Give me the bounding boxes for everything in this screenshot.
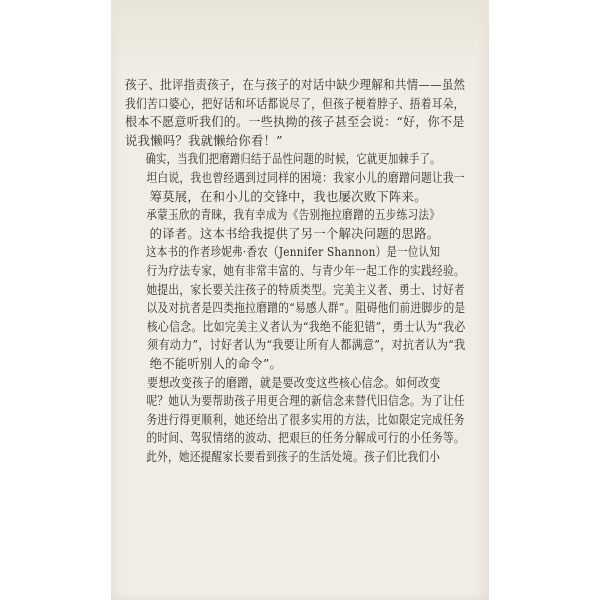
text-line: 行为疗法专家，她有非常丰富的、与青少年一起工作的实践经验。	[146, 263, 465, 278]
text-line: 以及对抗者是四类拖拉磨蹭的“易感人群”。阻碍他们前进脚步的是	[146, 301, 466, 316]
text-line: 说我懒吗？我就懒给你看！”	[125, 133, 283, 148]
text-line: 务进行得更顺利，她还给出了很多实用的方法，比如限定完成任务	[146, 412, 465, 427]
text-line: 她提出，家长要关注孩子的特质类型。完美主义者、勇士、讨好者	[146, 282, 465, 297]
text-line: 呢？她认为要帮助孩子用更合理的新信念来替代旧信念。为了让任	[146, 394, 465, 409]
text-line: 根本不愿意听我们的。一些执拗的孩子甚至会说：“好，你不是	[125, 115, 465, 130]
text-line: 筹莫展，在和小儿的交锋中，我也屡次败下阵来。	[149, 189, 427, 204]
text-line: 这本书的作者珍妮弗·香农（Jennifer Shannon）是一位认知	[146, 245, 441, 260]
text-line: 承蒙玉欣的青睐，我有幸成为《告别拖拉磨蹭的五步练习法》	[146, 208, 441, 223]
paragraph	[125, 76, 465, 150]
paragraph	[125, 448, 465, 467]
text-line: 的译者。这本书给我提供了另一个解决问题的思路。	[149, 226, 440, 241]
text-line: 坦白说，我也曾经遇到过同样的困境：我家小儿的磨蹭问题让我一	[146, 170, 465, 185]
text-line: 核心信念。比如完美主义者认为“我绝不能犯错”，勇士认为“我必	[146, 319, 466, 334]
body-text	[125, 76, 465, 466]
book-page	[111, 0, 489, 600]
paragraph	[125, 243, 465, 373]
text-line: 绝不能听别人的命令”。	[149, 356, 283, 371]
text-line: 须有动力”，讨好者认为“我要让所有人都满意”，对抗者认为“我	[147, 338, 466, 353]
text-line: 孩子、批评指责孩子，在与孩子的对话中缺少理解和共情——虽然	[125, 78, 466, 92]
paragraph	[125, 206, 465, 243]
text-line: 此外，她还提醒家长要看到孩子的生活处境。孩子们比我们小	[146, 449, 441, 464]
text-line: 的时间、驾驭情绪的波动、把艰巨的任务分解成可行的小任务等。	[146, 431, 465, 446]
paragraph	[125, 150, 465, 206]
paragraph	[125, 374, 465, 448]
text-line: 确实，当我们把磨蹭归结于品性问题的时候，它就更加棘手了。	[145, 152, 441, 167]
text-line: 我们苦口婆心，把好话和坏话都说尽了，但孩子梗着脖子、捂着耳朵，	[125, 96, 465, 111]
text-line: 要想改变孩子的磨蹭，就是要改变这些核心信念。如何改变	[147, 375, 441, 390]
